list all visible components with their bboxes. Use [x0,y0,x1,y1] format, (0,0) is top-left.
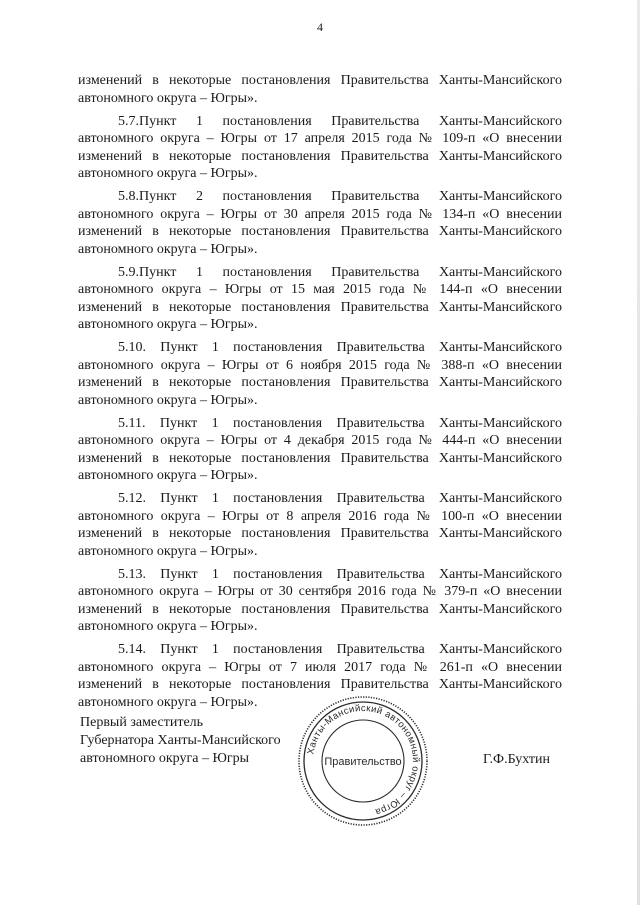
paragraph-5-14: 5.14. Пункт 1 постановления Правительства Ханты-Мансийского автономного округа – Югры от 7 июля 2017 года № 261-п «О внесении изменений в некоторые постановления Правительства Ханты-Мансийского автономного округа – Югры». [78,642,562,710]
paragraph-5-13: 5.13. Пункт 1 постановления Правительства Ханты-Мансийского автономного округа – Югры от 30 сентября 2016 года № 379-п «О внесении изменений в некоторые постановления Правительства Ханты-Мансийского автономного округа – Югры». [78,566,562,634]
paragraph-5-7: 5.7.Пункт 1 постановления Правительства Ханты-Мансийского автономного округа – Югры от 17 апреля 2015 года № 109-п «О внесении изменений в некоторые постановления Правительства Ханты-Мансийского автономного округа – Югры». [78,113,562,181]
signatory-position-line: автономного округа – Югры [80,751,249,766]
document-body [78,72,562,717]
signatory-position-line: Губернатора Ханты-Мансийского [80,733,281,748]
paragraph-5-12: 5.12. Пункт 1 постановления Правительства Ханты-Мансийского автономного округа – Югры от 8 апреля 2016 года № 100-п «О внесении изменений в некоторые постановления Правительства Ханты-Мансийского автономного округа – Югры». [78,491,562,559]
official-seal-icon [296,694,430,828]
paragraph-5-10: 5.10. Пункт 1 постановления Правительства Ханты-Мансийского автономного округа – Югры от 6 ноября 2015 года № 388-п «О внесении изменений в некоторые постановления Правительства Ханты-Мансийского автономного округа – Югры». [78,340,562,408]
signatory-name: Г.Ф.Бухтин [483,752,551,767]
signatory-position [80,714,300,768]
paragraph-5-11: 5.11. Пункт 1 постановления Правительства Ханты-Мансийского автономного округа – Югры от 4 декабря 2015 года № 444-п «О внесении изменений в некоторые постановления Правительства Ханты-Мансийского автономного округа – Югры». [78,415,562,483]
paragraph-5-9: 5.9.Пункт 1 постановления Правительства Ханты-Мансийского автономного округа – Югры от 15 мая 2015 года № 144-п «О внесении изменений в некоторые постановления Правительства Ханты-Мансийского автономного округа – Югры». [78,264,562,332]
signatory-position-line: Первый заместитель [80,715,204,730]
seal-center-text: Правительство [324,756,402,768]
paragraph-continuation: изменений в некоторые постановления Правительства Ханты-Мансийского автономного округа – Югры». [78,73,562,106]
page-number: 4 [317,20,323,34]
paragraph-5-8: 5.8.Пункт 2 постановления Правительства Ханты-Мансийского автономного округа – Югры от 30 апреля 2015 года № 134-п «О внесении изменений в некоторые постановления Правительства Ханты-Мансийского автономного округа – Югры». [78,189,562,257]
seal-ring-text: Ханты-Мансийский автономный округ – Югра [305,702,422,818]
